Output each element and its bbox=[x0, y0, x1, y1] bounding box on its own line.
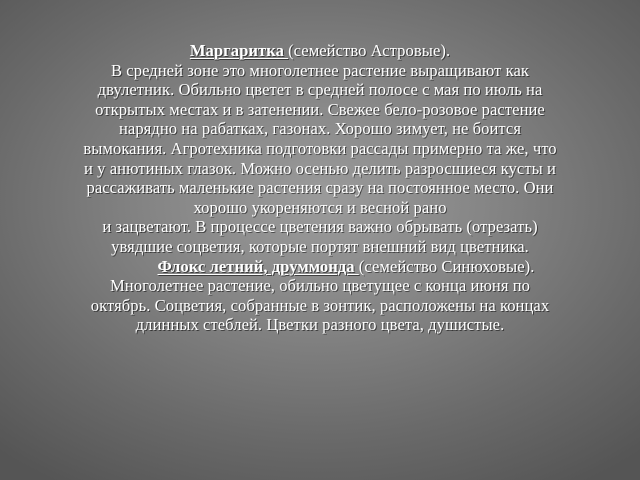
term-daisy: Маргаритка bbox=[189, 41, 289, 60]
text-line-daisy-heading bbox=[4, 41, 636, 61]
text-line: октябрь. Соцветия, собранные в зонтик, расположены на концах bbox=[90, 295, 550, 315]
text-line: увядшие соцветия, которые портят внешний вид цветника. bbox=[111, 236, 529, 256]
text-line: Многолетнее растение, обильно цветущее с конца июня по bbox=[109, 276, 530, 296]
slide-text-block bbox=[4, 41, 636, 335]
text-line: и у анютиных глазок. Можно осенью делить разросшиеся кусты и bbox=[84, 158, 556, 178]
text-line: открытых местах и в затенении. Свежее бело-розовое растение bbox=[95, 99, 545, 119]
text-line: В средней зоне это многолетнее растение выращивают как bbox=[110, 60, 529, 80]
text-line: хорошо укореняются и весной рано bbox=[193, 197, 447, 217]
text-line-phlox-family: (семейство Синюховые). bbox=[358, 256, 535, 276]
text-line: нарядно на рабатках, газонах. Хорошо зимует, не боится bbox=[118, 119, 522, 139]
term-phlox: Флокс летний, друммонда bbox=[157, 256, 359, 276]
text-line: и зацветают. В процессе цветения важно обрывать (отрезать) bbox=[102, 217, 538, 237]
text-line: рассаживать маленькие растения сразу на постоянное место. Они bbox=[86, 178, 554, 198]
text-line-daisy-family: (семейство Астровые). bbox=[288, 41, 451, 60]
text-line: двулетник. Обильно цветет в средней полосе с мая по июль на bbox=[97, 80, 543, 100]
text-line: длинных стеблей. Цветки разного цвета, душистые. bbox=[135, 315, 505, 335]
text-line: вымокания. Агротехника подготовки рассады примерно та же, что bbox=[83, 138, 557, 158]
text-line-phlox-heading bbox=[4, 257, 636, 277]
